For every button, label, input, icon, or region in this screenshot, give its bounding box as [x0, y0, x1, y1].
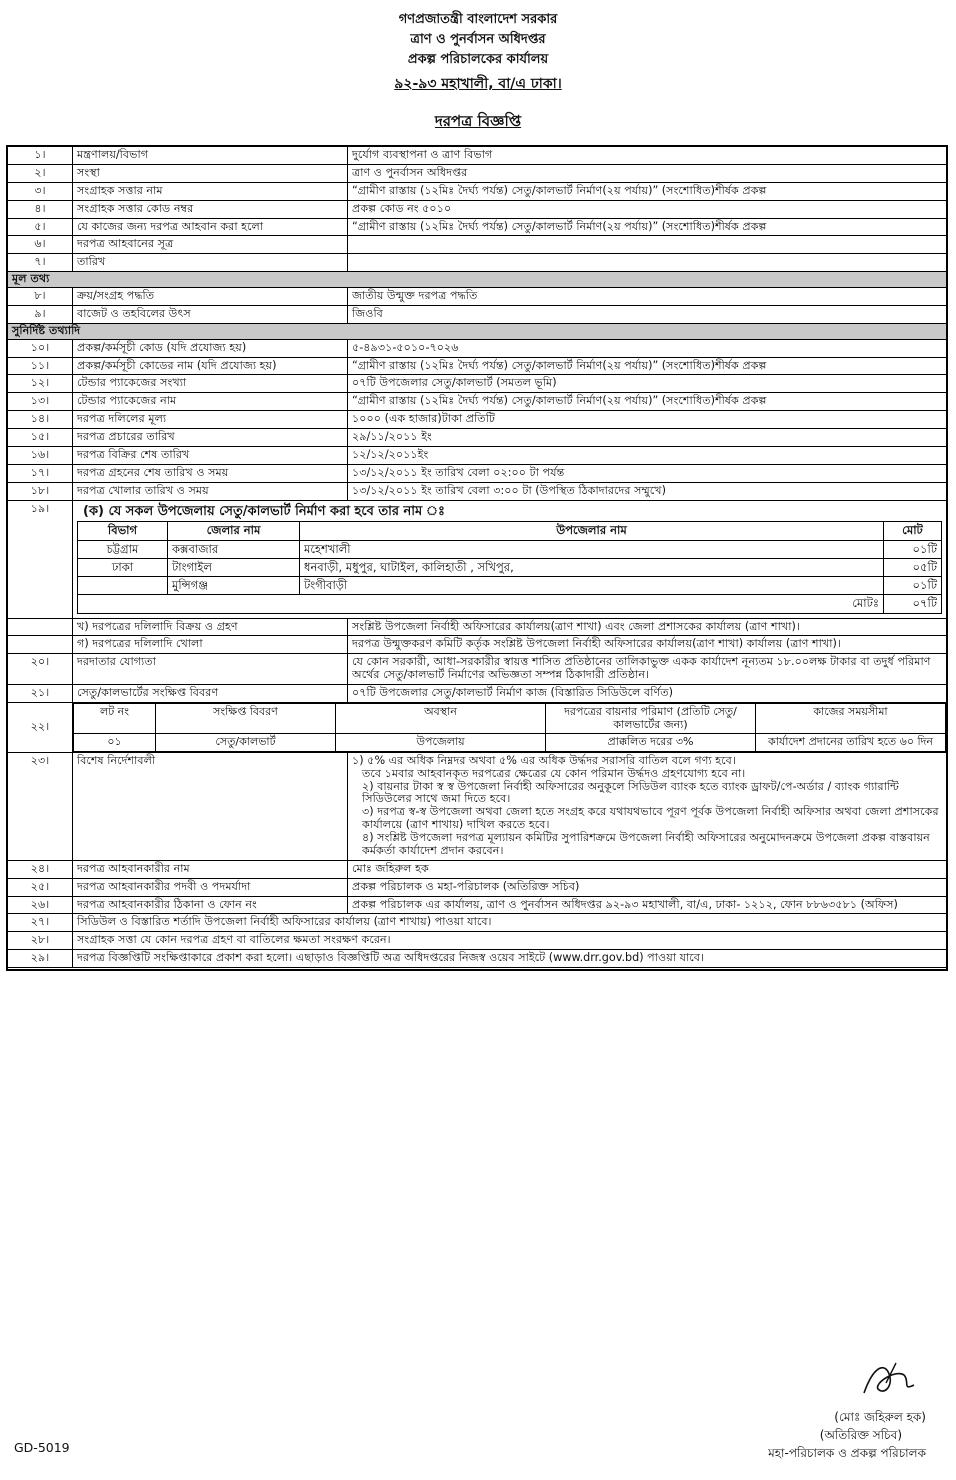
table-row [8, 305, 947, 323]
table-row [8, 182, 947, 200]
instruction-item: ২) বায়নার টাকা স্ব স্ব উপজেলা নির্বাহী অফিসারের অনুকূলে সিডিউল ব্যাংক হতে ব্যাংক ড্রাফট/পে-অর্ডার / ব্যাংক গ্যারান্টি সিডিউলের সাথে জমা দিতে হবে। [362, 779, 899, 806]
upazila-cell: ধনবাড়ী, মধুপুর, ঘাটাইল, কালিহাতী , সখিপুর, [300, 558, 884, 576]
row-value: প্রকল্প পরিচালক এর কার্যালয়, ত্রাণ ও পুনর্বাসন অধিদপ্তর ৯২-৯৩ মহাখালী, বা/এ, ঢাকা- ১২১২, ফোন ৮৮৬৩৫৮১ (অফিস) [348, 896, 947, 914]
ga-value: দরপত্র উন্মুক্তকরণ কমিটি কর্তৃক সংশ্লিষ্ট উপজেলা নির্বাহী অফিসারের কার্যালয়(ত্রাণ শাখা) কার্যালয় (ত্রাণ শাখা)। [348, 636, 947, 654]
row-number: ১৬। [8, 446, 73, 464]
row-number: ৪। [8, 200, 73, 218]
table-row [8, 464, 947, 482]
row-number: ১। [8, 147, 73, 165]
row-19-ga [8, 636, 947, 654]
row-label: দরপত্র গ্রহনের শেষ তারিখ ও সময় [73, 464, 348, 482]
row-number: ১১। [8, 357, 73, 375]
table-row [8, 411, 947, 429]
tender-table [7, 146, 947, 968]
row-value: ত্রাণ ও পুনর্বাসন অধিদপ্তর [348, 164, 947, 182]
table-row [8, 200, 947, 218]
instruction-item: ৪) সংশ্লিষ্ট উপজেলা দরপত্র মূল্যায়ন কমিটির সুপারিশক্রমে উপজেলা নির্বাহী অফিসারের অনুমোদনক্রমে উপজেলা প্রকল্প বাস্তবায়ন কর্মকর্তা কার্যাদেশ প্রদান করবেন। [362, 831, 930, 857]
row-number: ১২। [8, 375, 73, 393]
upazila-total-row [78, 595, 942, 613]
row-number: ২৯। [8, 950, 73, 968]
row-label: দরপত্র দলিলের মূল্য [73, 411, 348, 429]
row-label: দরপত্র বিক্রির শেষ তারিখ [73, 446, 348, 464]
count-cell: ০১টি [884, 540, 942, 558]
row-label: টেন্ডার প্যাকেজের নাম [73, 393, 348, 411]
ga-label: গ) দরপত্রের দলিলাদি খোলা [73, 636, 348, 654]
row-number: ৭। [8, 254, 73, 272]
row-label: সংস্থা [73, 164, 348, 182]
row-value: মোঃ জহিরুল হক [348, 860, 947, 878]
district-cell: কক্সবাজার [168, 540, 300, 558]
row-number: ২১। [8, 685, 73, 703]
ad-code: GD-5019 [14, 1440, 70, 1455]
row-label: তারিখ [73, 254, 348, 272]
row-22-lot [8, 702, 947, 752]
table-row [8, 482, 947, 500]
row-label: দরপত্র আহবানকারীর পদবী ও পদমর্যাদা [73, 878, 348, 896]
count-cell: ০১টি [884, 577, 942, 595]
row-21 [8, 685, 947, 703]
upazila-table [77, 521, 942, 613]
row-number: ২৩। [8, 752, 73, 860]
header-office: প্রকল্প পরিচালকের কার্যালয় [407, 52, 549, 67]
row-label: দরপত্র আহবানকারীর ঠিকানা ও ফোন নং [73, 896, 348, 914]
upazila-row [78, 540, 942, 558]
row-value: ১২/১২/২০১১ইং [348, 446, 947, 464]
lot-col-lot-no: লট নং [74, 703, 156, 733]
row-value: দরপত্র বিজ্ঞপ্তিটি সংক্ষিপ্তাকারে প্রকাশ করা হলো। এছাড়াও বিজ্ঞপ্তিটি অত্র অধিদপ্তরের নিজস্ব ওয়েব সাইটে (www.drr.gov.bd) পাওয়া যাবে। [73, 950, 947, 968]
lot-table [73, 703, 946, 752]
row-number: ১৯। [8, 500, 73, 618]
row-number: ১০। [8, 339, 73, 357]
signatory-title: মহা-পরিচালক ও প্রকল্প পরিচালক [768, 1446, 926, 1460]
row-number: ১৩। [8, 393, 73, 411]
row-value [348, 236, 947, 254]
row-value: জাতীয় উন্মুক্ত দরপত্র পদ্ধতি [348, 288, 947, 306]
table-row [8, 236, 947, 254]
lot-description: সেতু/কালভার্ট [156, 734, 336, 752]
instruction-item: তবে ১মবার আহবানকৃত দরপত্রের ক্ষেত্রের যে কোন পরিমান উর্দ্ধদও গ্রহণযোগ্য হবে না। [362, 766, 746, 780]
lot-no: ০১ [74, 734, 156, 752]
count-cell: ০৫টি [884, 558, 942, 576]
table-row [8, 254, 947, 272]
table-row [8, 878, 947, 896]
lot-header-row [74, 703, 946, 733]
row-number: ৩। [8, 182, 73, 200]
upazila-cell: টংগীবাড়ী [300, 577, 884, 595]
row-number: ২৮। [8, 932, 73, 950]
header-government: গণপ্রজাতন্ত্রী বাংলাদেশ সরকার [398, 12, 558, 27]
row-label: প্রকল্প/কর্মসূচী কোড (যদি প্রযোজ্য হয়) [73, 339, 348, 357]
division-cell: ঢাকা [78, 558, 168, 576]
row-value: ১৩/১২/২০১১ ইং তারিখ বেলা ০২:০০ টা পর্যন্ত [348, 464, 947, 482]
kha-value: সংশ্লিষ্ট উপজেলা নির্বাহী অফিসারের কার্যালয়(ত্রাণ শাখা) এবং জেলা প্রশাসকের কার্যালয় (ত্রাণ শাখা)। [348, 618, 947, 636]
row-number: ১৫। [8, 429, 73, 447]
row-label: সংগ্রাহক সত্তার নাম [73, 182, 348, 200]
row-value [348, 254, 947, 272]
instruction-item: ৩) দরপত্র স্ব-স্ব উপজেলা অথবা জেলা হতে সংগ্রহ করে যথাযথভাবে পূরণ পূর্বক উপজেলা নির্বাহী অফিসার অথবা জেলা প্রশাসকের কার্যালয়ে (ত্রাণ শাখায়) দাখিল করতে হবে। [362, 805, 939, 832]
col-division: বিভাগ [78, 522, 168, 540]
total-value: ০৭টি [884, 595, 942, 613]
division-cell: চট্টগ্রাম [78, 540, 168, 558]
row-number: ১৮। [8, 482, 73, 500]
upazila-table-header [78, 522, 942, 540]
lot-col-description: সংক্ষিপ্ত বিবরণ [156, 703, 336, 733]
table-row [8, 860, 947, 878]
table-row [8, 429, 947, 447]
row-number: ২। [8, 164, 73, 182]
section-specific-info: সুনির্দিষ্ট তথ্যাদি [8, 323, 947, 339]
row-value: ০৭টি উপজেলার সেতু/কালভার্ট নির্মাণ কাজ (বিস্তারিত সিডিউলে বর্ণিত) [348, 685, 947, 703]
row-value: “গ্রামীণ রাস্তায় (১২মিঃ দৈর্ঘ্য পর্যন্ত) সেতু/কালভার্ট নির্মাণ(২য় পর্যায়)” (সংশোধিত)শীর্ষক প্রকল্প [348, 218, 947, 236]
table-row [8, 164, 947, 182]
row-23-instructions [8, 752, 947, 860]
district-cell: টাংগাইল [168, 558, 300, 576]
row-number: ২৬। [8, 896, 73, 914]
row-number: ১৪। [8, 411, 73, 429]
row-label: যে কাজের জন্য দরপত্র আহবান করা হলো [73, 218, 348, 236]
row-number: ২৪। [8, 860, 73, 878]
row-number: ৯। [8, 305, 73, 323]
upazila-heading: (ক) যে সকল উপজেলায় সেতু/কালভার্ট নির্মাণ করা হবে তার নাম ঃ [83, 503, 445, 519]
table-row [8, 914, 947, 932]
row-value: ১০০০ (এক হাজার)টাকা প্রতিটি [348, 411, 947, 429]
row-value: ২৯/১১/২০১১ ইং [348, 429, 947, 447]
signature-icon [856, 1355, 926, 1403]
table-row [8, 932, 947, 950]
district-cell: মুন্সিগঞ্জ [168, 577, 300, 595]
row-number: ২৫। [8, 878, 73, 896]
row-19-upazila-list [8, 500, 947, 618]
upazila-row [78, 577, 942, 595]
row-label: দরপত্র প্রচারের তারিখ [73, 429, 348, 447]
row-label: বিশেষ নির্দেশাবলী [73, 752, 348, 860]
col-district: জেলার নাম [168, 522, 300, 540]
lot-security: প্রাক্কলিত দরের ৩% [546, 734, 756, 752]
page-title: দরপত্র বিজ্ঞপ্তি [434, 112, 522, 130]
row-value: “গ্রামীণ রাস্তায় (১২মিঃ দৈর্ঘ্য পর্যন্ত) সেতু/কালভার্ট নির্মাণ(২য় পর্যায়)” (সংশোধিত)শীর্ষক প্রকল্প [348, 357, 947, 375]
table-row [8, 288, 947, 306]
upazila-row [78, 558, 942, 576]
row-label: ক্রয়/সংগ্রহ পদ্ধতি [73, 288, 348, 306]
signatory-name: (মোঃ জহিরুল হক) [834, 1410, 926, 1424]
row-value: প্রকল্প পরিচালক ও মহা-পরিচালক (অতিরিক্ত সচিব) [348, 878, 947, 896]
row-number: ৫। [8, 218, 73, 236]
row-label: দরদাতার যোগ্যতা [73, 654, 348, 685]
lot-col-time-limit: কাজের সময়সীমা [756, 703, 946, 733]
table-row [8, 393, 947, 411]
col-upazila: উপজেলার নাম [300, 522, 884, 540]
row-label: সেতু/কালভার্টের সংক্ষিপ্ত বিবরণ [73, 685, 348, 703]
row-value: “গ্রামীণ রাস্তায় (১২মিঃ দৈর্ঘ্য পর্যন্ত) সেতু/কালভার্ট নির্মাণ(২য় পর্যায়)” (সংশোধিত)শীর্ষক প্রকল্প [348, 393, 947, 411]
lot-location: উপজেলায় [336, 734, 546, 752]
row-value: যে কোন সরকারী, আধা-সরকারীর স্বায়ত্ত শাসিত প্রতিষ্ঠানের তালিকাভুক্ত একক কার্যাদেশ নূন্যতম ১৮.০০লক্ষ টাকার বা তদুর্ধ পরিমাণ অর্থের সেতু/কালভার্ট নির্মাণের অভিজ্ঞতা সম্পন্ন ঠিকাদারী প্রতিষ্ঠান। [348, 654, 947, 685]
signature-block [696, 1355, 926, 1462]
upazila-cell: মহেশখালী [300, 540, 884, 558]
row-label: বাজেট ও তহবিলের উৎস [73, 305, 348, 323]
col-total: মোট [884, 522, 942, 540]
lot-time-limit: কার্যাদেশ প্রদানের তারিখ হতে ৬০ দিন [756, 734, 946, 752]
lot-col-security: দরপত্রের বায়নার পরিমাণ (প্রতিটি সেতু/কালভার্টের জন্য) [546, 703, 756, 733]
total-label: মোটঃ [78, 595, 884, 613]
table-row [8, 147, 947, 165]
row-number: ২২। [8, 702, 73, 752]
row-label: প্রকল্প/কর্মসূচী কোডের নাম (যদি প্রযোজ্য হয়) [73, 357, 348, 375]
table-row [8, 896, 947, 914]
row-label: দরপত্র আহবানের সূত্র [73, 236, 348, 254]
row-20 [8, 654, 947, 685]
division-cell [78, 577, 168, 595]
row-value: ৫-৪৯৩১-৫০১০-৭০২৬ [348, 339, 947, 357]
header-address: ৯২-৯৩ মহাখালী, বা/এ ঢাকা। [394, 76, 562, 92]
signatory-rank: (অতিরিক্ত সচিব) [819, 1428, 902, 1442]
table-row [8, 375, 947, 393]
table-row [8, 339, 947, 357]
row-label: সংগ্রাহক সত্তার কোড নম্বর [73, 200, 348, 218]
row-value: সিডিউল ও বিস্তারিত শর্তাদি উপজেলা নির্বাহী অফিসারের কার্যালয় (ত্রাণ শাখায়) পাওয়া যাবে। [73, 914, 947, 932]
lot-col-location: অবস্থান [336, 703, 546, 733]
row-number: ২০। [8, 654, 73, 685]
row-number: ১৭। [8, 464, 73, 482]
row-label: টেন্ডার প্যাকেজের সংখ্যা [73, 375, 348, 393]
row-value: সংগ্রাহক সত্তা যে কোন দরপত্র গ্রহণ বা বাতিলের ক্ষমতা সংরক্ষণ করেন। [73, 932, 947, 950]
instruction-item: ১) ৫% এর অধিক নিম্নদর অথবা ৫% এর অধিক উর্দ্ধদর সরাসরি বাতিল বলে গণ্য হবে। [352, 753, 736, 767]
table-row [8, 357, 947, 375]
row-value: ১৩/১২/২০১১ ইং তারিখ বেলা ৩:০০ টা (উপস্থিত ঠিকাদারদের সম্মুখে) [348, 482, 947, 500]
table-row [8, 950, 947, 968]
lot-value-row [74, 734, 946, 752]
row-value: প্রকল্প কোড নং ৫০১০ [348, 200, 947, 218]
row-label: দরপত্র খোলার তারিখ ও সময় [73, 482, 348, 500]
row-19-kha [8, 618, 947, 636]
row-number: ৮। [8, 288, 73, 306]
section-basic-info: মূল তথ্য [8, 272, 947, 288]
row-value: দুর্যোগ ব্যবস্থাপনা ও ত্রাণ বিভাগ [348, 147, 947, 165]
kha-label: খ) দরপত্রের দলিলাদি বিক্রয় ও গ্রহণ [73, 618, 348, 636]
row-value: “গ্রামীণ রাস্তায় (১২মিঃ দৈর্ঘ্য পর্যন্ত) সেতু/কালভার্ট নির্মাণ(২য় পর্যায়)” (সংশোধিত)শীর্ষক প্রকল্প [348, 182, 947, 200]
header-department: ত্রাণ ও পুনর্বাসন অধিদপ্তর [410, 32, 546, 47]
row-label: দরপত্র আহবানকারীর নাম [73, 860, 348, 878]
row-value: জিওবি [348, 305, 947, 323]
row-number: ৬। [8, 236, 73, 254]
row-value: ০৭টি উপজেলার সেতু/কালভার্ট (সমতল ভূমি) [348, 375, 947, 393]
table-row [8, 218, 947, 236]
row-label: মন্ত্রণালয়/বিভাগ [73, 147, 348, 165]
table-row [8, 446, 947, 464]
row-number: ২৭। [8, 914, 73, 932]
